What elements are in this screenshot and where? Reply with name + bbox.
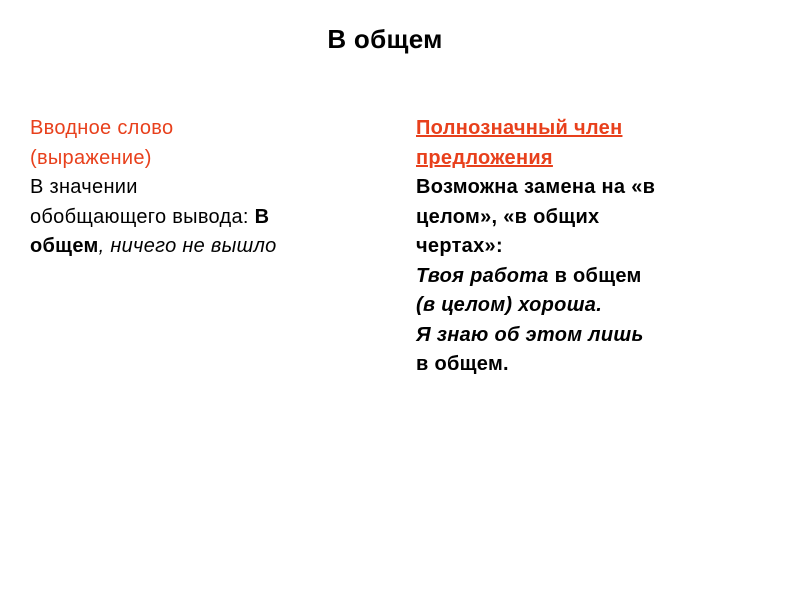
right-text-line-3: чертах»:: [416, 235, 503, 257]
left-heading-line-2: (выражение): [30, 146, 152, 169]
right-text-line-2: целом», «в общих: [416, 205, 600, 228]
right-example-2-line-2: в общем.: [416, 353, 509, 375]
left-example-word: общем: [30, 235, 99, 257]
right-example-1-line-2: (в целом) хороша.: [416, 294, 603, 316]
right-heading-line-2: предложения: [416, 146, 553, 169]
right-column: [416, 114, 746, 380]
left-text-line-2: [30, 203, 370, 233]
right-heading-line-1: Полнозначный член: [416, 117, 623, 139]
left-text-line-1: В значении: [30, 176, 138, 198]
right-example-1-plain: в общем: [548, 264, 642, 287]
right-example-2-line-1: Я знаю об этом лишь: [416, 323, 644, 346]
left-example-rest: , ничего не вышло: [98, 235, 277, 257]
left-column: [30, 114, 370, 262]
slide-title: В общем: [327, 24, 443, 54]
left-text-line-3: [30, 232, 370, 262]
right-example-1-line-1: [416, 262, 746, 292]
left-text-line-2-plain: обобщающего вывода:: [30, 205, 255, 228]
right-example-1-italic: Твоя работа: [416, 264, 549, 287]
right-text-line-1: Возможна замена на «в: [416, 176, 656, 198]
left-heading-line-1: Вводное слово: [30, 117, 174, 139]
left-example-start: В: [254, 205, 270, 228]
